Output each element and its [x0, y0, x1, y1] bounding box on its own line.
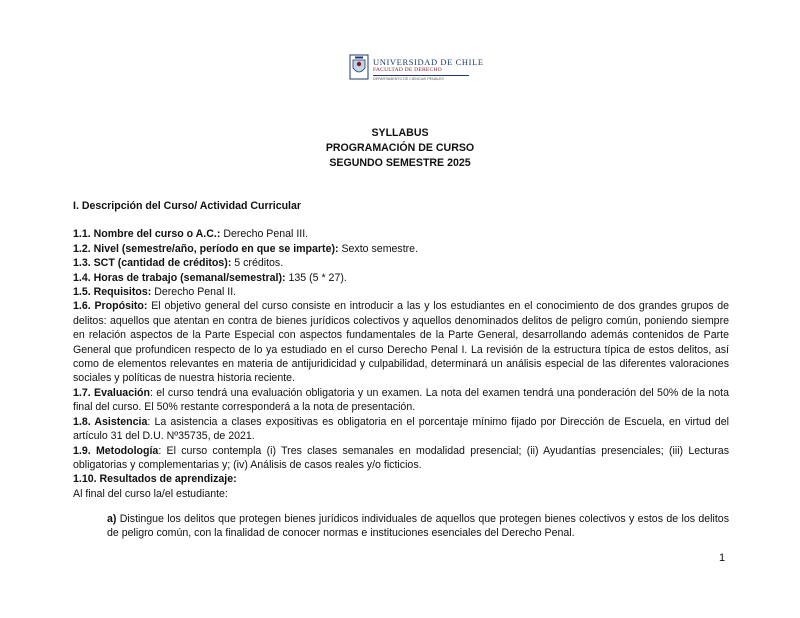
resultado-a-label: a) — [107, 512, 117, 525]
item-nivel — [73, 242, 729, 256]
item-requisitos-value: Derecho Penal II. — [151, 286, 237, 299]
logo-faculty-name: FACULTAD DE DERECHO — [373, 67, 442, 73]
item-requisitos — [73, 285, 729, 299]
document-body — [73, 199, 729, 551]
item-metodologia — [73, 444, 729, 473]
item-asistencia — [73, 415, 729, 444]
item-nivel-value: Sexto semestre. — [338, 242, 419, 255]
item-nivel-label: 1.2. Nivel (semestre/año, período en que se imparte): — [73, 242, 339, 255]
logo-university-name: UNIVERSIDAD DE CHILE — [373, 57, 484, 67]
item-evaluacion-label: 1.7. Evaluación — [73, 386, 150, 399]
logo-department-name: DEPARTAMENTO DE CIENCIAS PENALES — [373, 77, 444, 81]
item-asistencia-label: 1.8. Asistencia — [73, 415, 148, 428]
item-sct — [73, 256, 729, 270]
item-requisitos-label: 1.5. Requisitos: — [73, 286, 152, 299]
page-number: 1 — [719, 552, 726, 564]
item-proposito — [73, 299, 729, 385]
logo-divider — [373, 75, 469, 76]
item-proposito-value: El objetivo general del curso consiste en introducir a las y los estudiantes en el conocimiento de dos grandes grupos de delitos: aquellos que atentan en contra de bienes jurídicos colectivos y aquellos denominados delitos de peligro común, poniendo siempre en relación aspectos de la Parte Especial con aspectos fundamentales de la Parte General, desarrollando además contenidos de Parte General que profundicen respecto de lo ya estudiado en el curso Derecho Penal I. La revisión de la estructura típica de estos delitos, así como de elementos relevantes en materia de antijuridicidad y culpabilidad, determinará un análisis especial de las diferentes valoraciones sociales y políticas de nuestra historia reciente. — [73, 300, 729, 385]
item-resultados: 1.10. Resultados de aprendizaje: — [73, 473, 237, 486]
item-proposito-label: 1.6. Propósito: — [73, 300, 148, 313]
item-nombre-label: 1.1. Nombre del curso o A.C.: — [73, 228, 221, 241]
item-evaluacion — [73, 386, 729, 415]
item-metodologia-value: : El curso contempla (i) Tres clases semanales en modalidad presencial; (ii) Ayudantías presenciales; (iii) Lecturas obligatorias y complementarias y; (iv) Análisis de casos reales y/o ficticios. — [73, 444, 729, 471]
resultado-a-value: Distingue los delitos que protegen bienes jurídicos individuales de aquellos que protegen bienes colectivos y estos de los delitos de peligro común, con la finalidad de conocer normas e instituciones esenciales del Derecho Penal. — [107, 512, 729, 540]
university-logo — [349, 54, 484, 98]
item-sct-value: 5 créditos. — [231, 257, 284, 270]
item-sct-label: 1.3. SCT (cantidad de créditos): — [73, 257, 232, 270]
item-resultados-intro: Al final del curso la/el estudiante: — [73, 487, 228, 500]
item-nombre-value: Derecho Penal III. — [220, 228, 309, 241]
title-semestre: SEGUNDO SEMESTRE 2025 — [329, 157, 471, 169]
item-horas — [73, 271, 729, 285]
item-horas-label: 1.4. Horas de trabajo (semanal/semestral): — [73, 271, 286, 284]
item-asistencia-value: : La asistencia a clases expositivas es obligatoria en el porcentaje mínimo fijado por Dirección de Escuela, en virtud del artículo 31 del D.U. Nº35735, de 2021. — [73, 415, 729, 443]
university-crest-icon — [349, 54, 369, 80]
title-programacion: PROGRAMACIÓN DE CURSO — [325, 142, 475, 154]
section-heading: I. Descripción del Curso/ Actividad Curricular — [73, 200, 302, 212]
title-syllabus: SYLLABUS — [371, 127, 429, 139]
resultado-a — [107, 512, 729, 541]
item-metodologia-label: 1.9. Metodología — [73, 444, 159, 457]
item-evaluacion-value: : el curso tendrá una evaluación obligatoria y un examen. La nota del examen tendrá una ponderación del 50% de la nota final del curso. El 50% restante corresponderá a la nota de presentación. — [73, 386, 730, 414]
item-nombre — [73, 227, 729, 241]
item-horas-value: 135 (5 * 27). — [285, 271, 347, 284]
document-title — [0, 126, 800, 171]
